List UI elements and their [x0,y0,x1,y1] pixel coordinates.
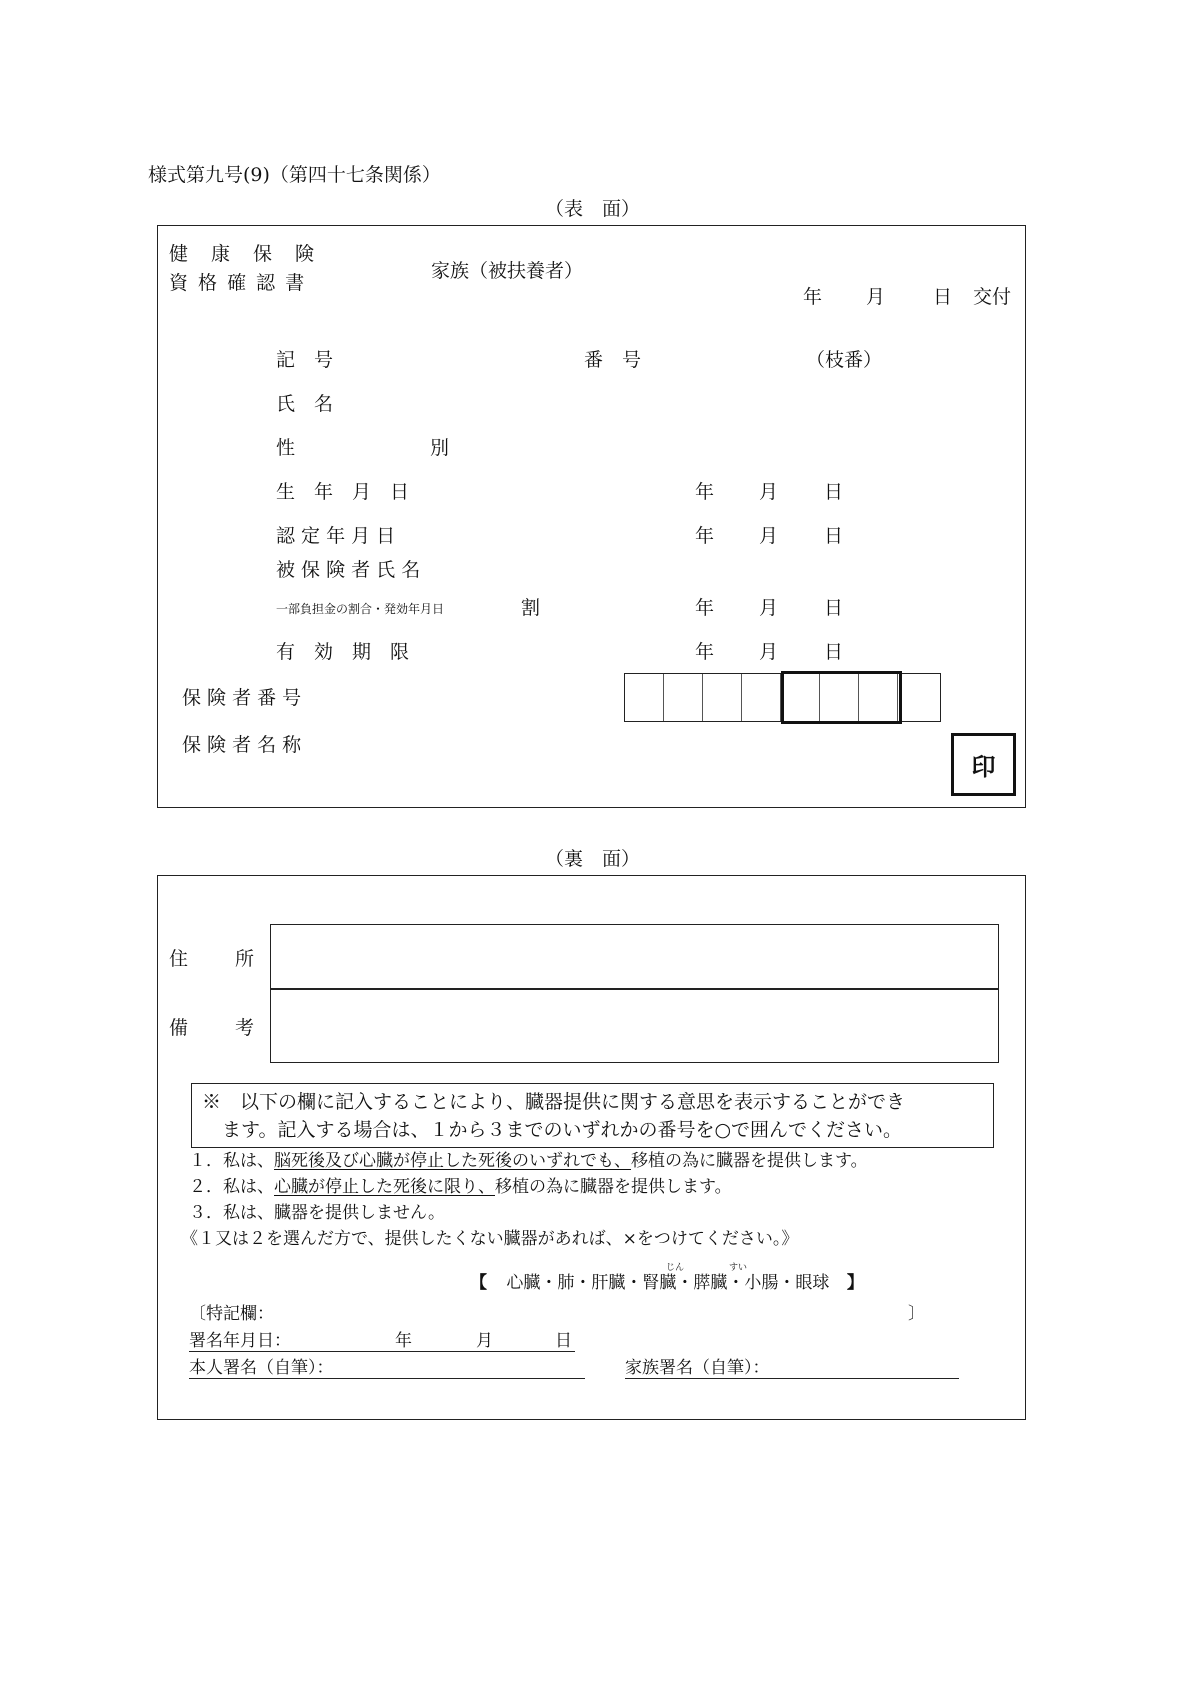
sign-date-line[interactable] [189,1351,575,1352]
birth-month: 月 [759,481,779,503]
seal-box [951,733,1016,796]
form-number: 様式第九号(9)（第四十七条関係） [148,164,441,186]
copay-year: 年 [695,597,715,619]
insurer-number-cell[interactable] [625,674,664,721]
insurer-number-highlight [781,671,902,724]
insurer-number-cell[interactable] [664,674,703,721]
address-label-1: 住 [169,948,189,970]
issue-month: 月 [866,286,886,308]
birth-year: 年 [695,481,715,503]
remarks-field[interactable] [270,988,999,1063]
option-1-suffix: 移植の為に臓器を提供します。 [631,1151,868,1171]
note-text: 《１又は２を選んだ方で、提供したくない臓器があれば、×をつけてください。》 [181,1229,799,1249]
sex-label-2: 別 [430,437,450,459]
valid-month: 月 [759,641,779,663]
organs-close: 】 [846,1273,864,1293]
option-2-suffix: 移植の為に臓器を提供します。 [495,1177,732,1197]
sign-year: 年 [395,1331,412,1351]
special-close: 〕 [908,1304,925,1324]
insurer-number-cell[interactable] [742,674,781,721]
branch-label: （枝番） [806,349,883,371]
sex-label-1: 性 [276,437,296,459]
cert-month: 月 [759,525,779,547]
organs-text[interactable]: 心臓・肺・肝臓・腎臓・膵臓・小腸・眼球 [506,1273,830,1293]
card-title-line2: 資 格 確 認 書 [169,272,307,294]
name-label: 氏 名 [276,393,334,415]
valid-label: 有 効 期 限 [276,641,410,663]
copay-day: 日 [824,597,844,619]
copay-unit: 割 [521,597,541,619]
sign-month: 月 [476,1331,493,1351]
issue-day: 日 [933,286,953,308]
notice-line2: ます。記入する場合は、１から３までのいずれかの番号を○で囲んでください。 [222,1119,903,1141]
remarks-label-2: 考 [235,1017,255,1039]
insured-name-label: 被 保 険 者 氏 名 [276,559,421,581]
insurer-number-cell[interactable] [898,674,937,721]
self-sign-label: 本人署名（自筆）： [189,1358,334,1378]
special-open: 〔特記欄： [189,1304,274,1324]
self-sign-line[interactable] [189,1378,585,1379]
front-card [157,225,1026,808]
valid-year: 年 [695,641,715,663]
family-sign-label: 家族署名（自筆）： [625,1358,770,1378]
option-1-prefix: １．私は、 [189,1151,274,1171]
cert-label: 認 定 年 月 日 [276,525,396,547]
insurer-number-label: 保 険 者 番 号 [182,687,302,709]
option-2-underlined: 心臓が停止した死後に限り、 [274,1177,495,1197]
copay-month: 月 [759,597,779,619]
valid-day: 日 [824,641,844,663]
back-card [157,875,1026,1420]
notice-line1: ※ 以下の欄に記入することにより、臓器提供に関する意思を表示することができ [202,1091,906,1113]
family-label: 家族（被扶養者） [431,260,584,282]
remarks-label-1: 備 [169,1017,189,1039]
birth-day: 日 [824,481,844,503]
insurer-name-label: 保 険 者 名 称 [182,734,302,756]
seal-text: 印 [971,753,996,781]
cert-year: 年 [695,525,715,547]
birth-label: 生 年 月 日 [276,481,410,503]
sign-date-label: 署名年月日： [189,1331,291,1351]
organs-open: 【 [470,1273,487,1293]
option-1-underlined: 脳死後及び心臓が停止した死後のいずれでも、 [274,1151,631,1171]
front-heading: （表 面） [545,198,641,220]
ruby-pancreas: すい [729,1263,748,1273]
address-field[interactable] [270,924,999,990]
number-label: 番 号 [584,349,642,371]
copay-label: 一部負担金の割合・発効年月日 [276,602,445,616]
option-3[interactable]: ３．私は、臓器を提供しません。 [189,1203,446,1223]
notice-box [191,1083,994,1148]
address-label-2: 所 [235,948,255,970]
organ-list [470,1273,864,1293]
family-sign-line[interactable] [625,1378,959,1379]
option-2-prefix: ２．私は、 [189,1177,274,1197]
issue-year: 年 [803,286,823,308]
sign-day: 日 [555,1331,572,1351]
card-title-line1: 健 康 保 険 [169,243,317,265]
insurer-number-cell[interactable] [703,674,742,721]
back-heading: （裏 面） [545,848,641,870]
cert-day: 日 [824,525,844,547]
option-1[interactable] [189,1151,868,1171]
symbol-label: 記 号 [276,349,334,371]
issue-suffix: 交付 [973,286,1012,308]
ruby-kidney: じん [666,1263,685,1273]
option-2[interactable] [189,1177,732,1197]
